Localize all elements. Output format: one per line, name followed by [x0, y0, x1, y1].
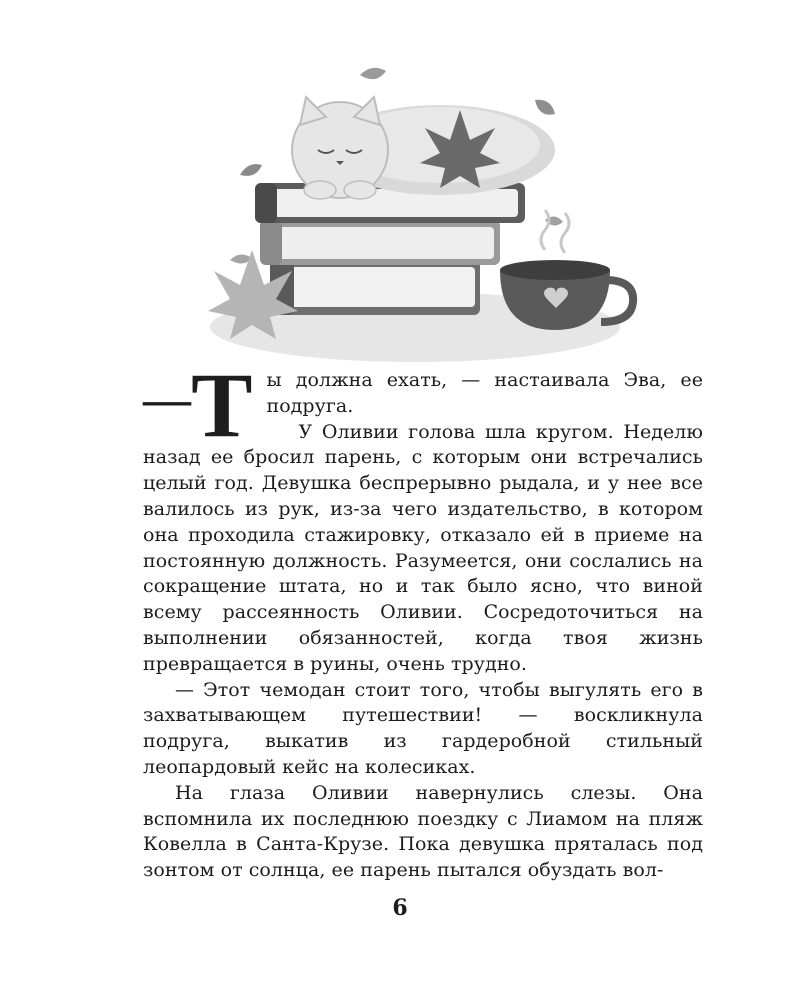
paragraph-2: У Оливии голова шла кругом. Неделю назад ее бросил парень, с которым они встречались целый год. Девушка беспрерывно рыдала, и у нее все валилось из рук, из-за чего издательство, в котором она проходила стажировку, отказало ей в приеме на постоянную должность. Разумеется, они сослались на сокращение штата, но и так было ясно, что виной всему рассеянность Оливии. Сосредоточиться на выполнении обязанностей, когда твоя жизнь превращается в руины, очень трудно.: [143, 420, 703, 675]
first-paragraph: [143, 354, 703, 456]
drop-cap: Т: [191, 354, 253, 456]
paragraph-3: — Этот чемодан стоит того, чтобы выгулять его в захватывающем путешествии! — воскликнула подруга, выкатив из гардеробной стильный леопардовый кейс на колесиках.: [143, 678, 703, 778]
cat-on-books-illustration: [200, 55, 650, 365]
leaf-icon: [240, 164, 262, 176]
leaf-icon: [535, 100, 555, 115]
dialogue-dash: —: [143, 373, 192, 426]
dropcap-block: [143, 354, 253, 456]
leaf-icon: [360, 68, 386, 79]
first-paragraph-text: ы должна ехать, — настаивала Эва, ее подруга.: [266, 369, 703, 417]
paragraph-4: На глаза Оливии навернулись слезы. Она вспомнила их последнюю поездку с Лиамом на пляж Ковелла в Санта-Крузе. Пока девушка пряталась под зонтом от солнца, ее парень пытался обуздать вол-: [143, 781, 703, 882]
story-text: [143, 354, 703, 884]
page-number: 6: [392, 895, 408, 921]
